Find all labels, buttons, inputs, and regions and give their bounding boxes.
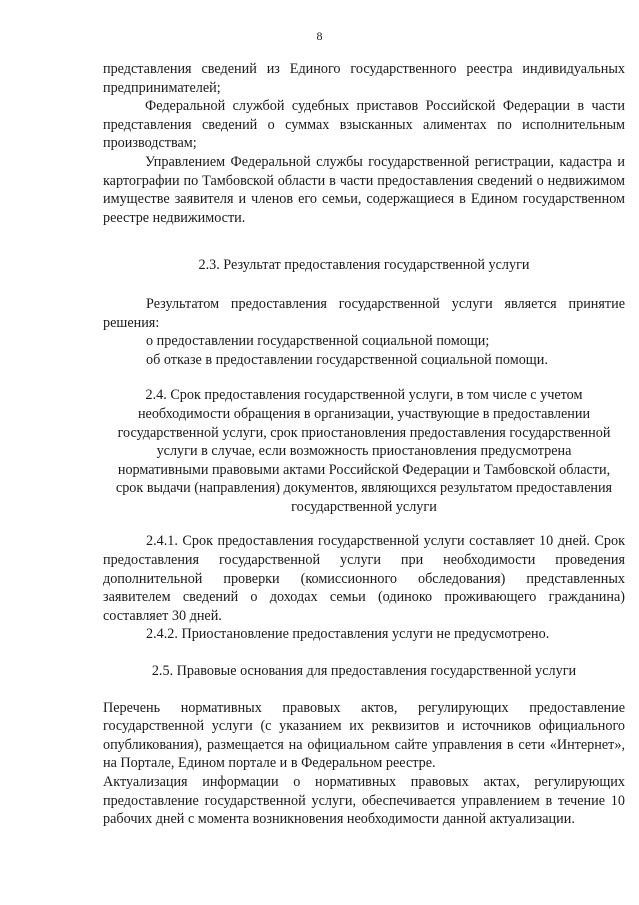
paragraph-egrip: представления сведений из Единого государственного реестра индивидуальных предпринимателей;	[103, 61, 625, 96]
paragraph-rosreestr: Управлением Федеральной службы государственной регистрации, кадастра и картографии по Тамбовской области в части предоставления сведений о недвижимом имуществе заявителя и членов его семьи, содержащиеся в Едином государственном реестре недвижимости.	[103, 153, 625, 226]
document-body	[103, 60, 625, 829]
section-heading-2-3: 2.3. Результат предоставления государственной услуги	[198, 257, 530, 274]
decision-option-refuse: об отказе в предоставлении государственной социальной помощи.	[146, 351, 548, 368]
paragraph-legal-acts-list: Перечень нормативных правовых актов, регулирующих предоставление государственной услуги (с указанием их реквизитов и источников официального опубликования), размещается на официальном сайте управления в сети «Интернет», на Портале, Едином портале и в Федеральном реестре.	[103, 699, 625, 772]
section-heading-2-4: 2.4. Срок предоставления государственной услуги, в том числе с учетом необходимости обращения в организации, участвующие в предоставлении государственной услуги, срок приостановления предоставления государственной услуги в случае, если возможность приостановления предусмотрена нормативными правовыми актами Российской Федерации и Тамбовской области, срок выдачи (направления) документов, являющихся результатом предоставления государственной услуги	[115, 387, 613, 515]
decision-option-grant: о предоставлении государственной социальной помощи;	[146, 333, 490, 350]
paragraph-2-4-2: 2.4.2. Приостановление предоставления услуги не предусмотрено.	[146, 626, 550, 643]
paragraph-result: Результатом предоставления государственной услуги является принятие решения:	[103, 295, 625, 331]
section-heading-2-5: 2.5. Правовые основания для предоставления государственной услуги	[151, 663, 577, 680]
paragraph-2-4-1: 2.4.1. Срок предоставления государственной услуги составляет 10 дней. Срок предоставления государственной услуги при необходимости проведения дополнительной проверки (комиссионного обследования) представленных заявителем сведений о доходах семьи (одиноко проживающего гражданина) составляет 30 дней.	[103, 533, 625, 624]
page-number: 8	[316, 29, 323, 43]
paragraph-bailiffs: Федеральной службой судебных приставов Российской Федерации в части представления сведений о суммах взысканных алиментах по исполнительным производствам;	[103, 98, 625, 152]
paragraph-legal-acts-update: Актуализация информации о нормативных правовых актах, регулирующих предоставление государственной услуги, обеспечивается управлением в течение 10 рабочих дней с момента возникновения необходимости данной актуализации.	[103, 774, 625, 828]
